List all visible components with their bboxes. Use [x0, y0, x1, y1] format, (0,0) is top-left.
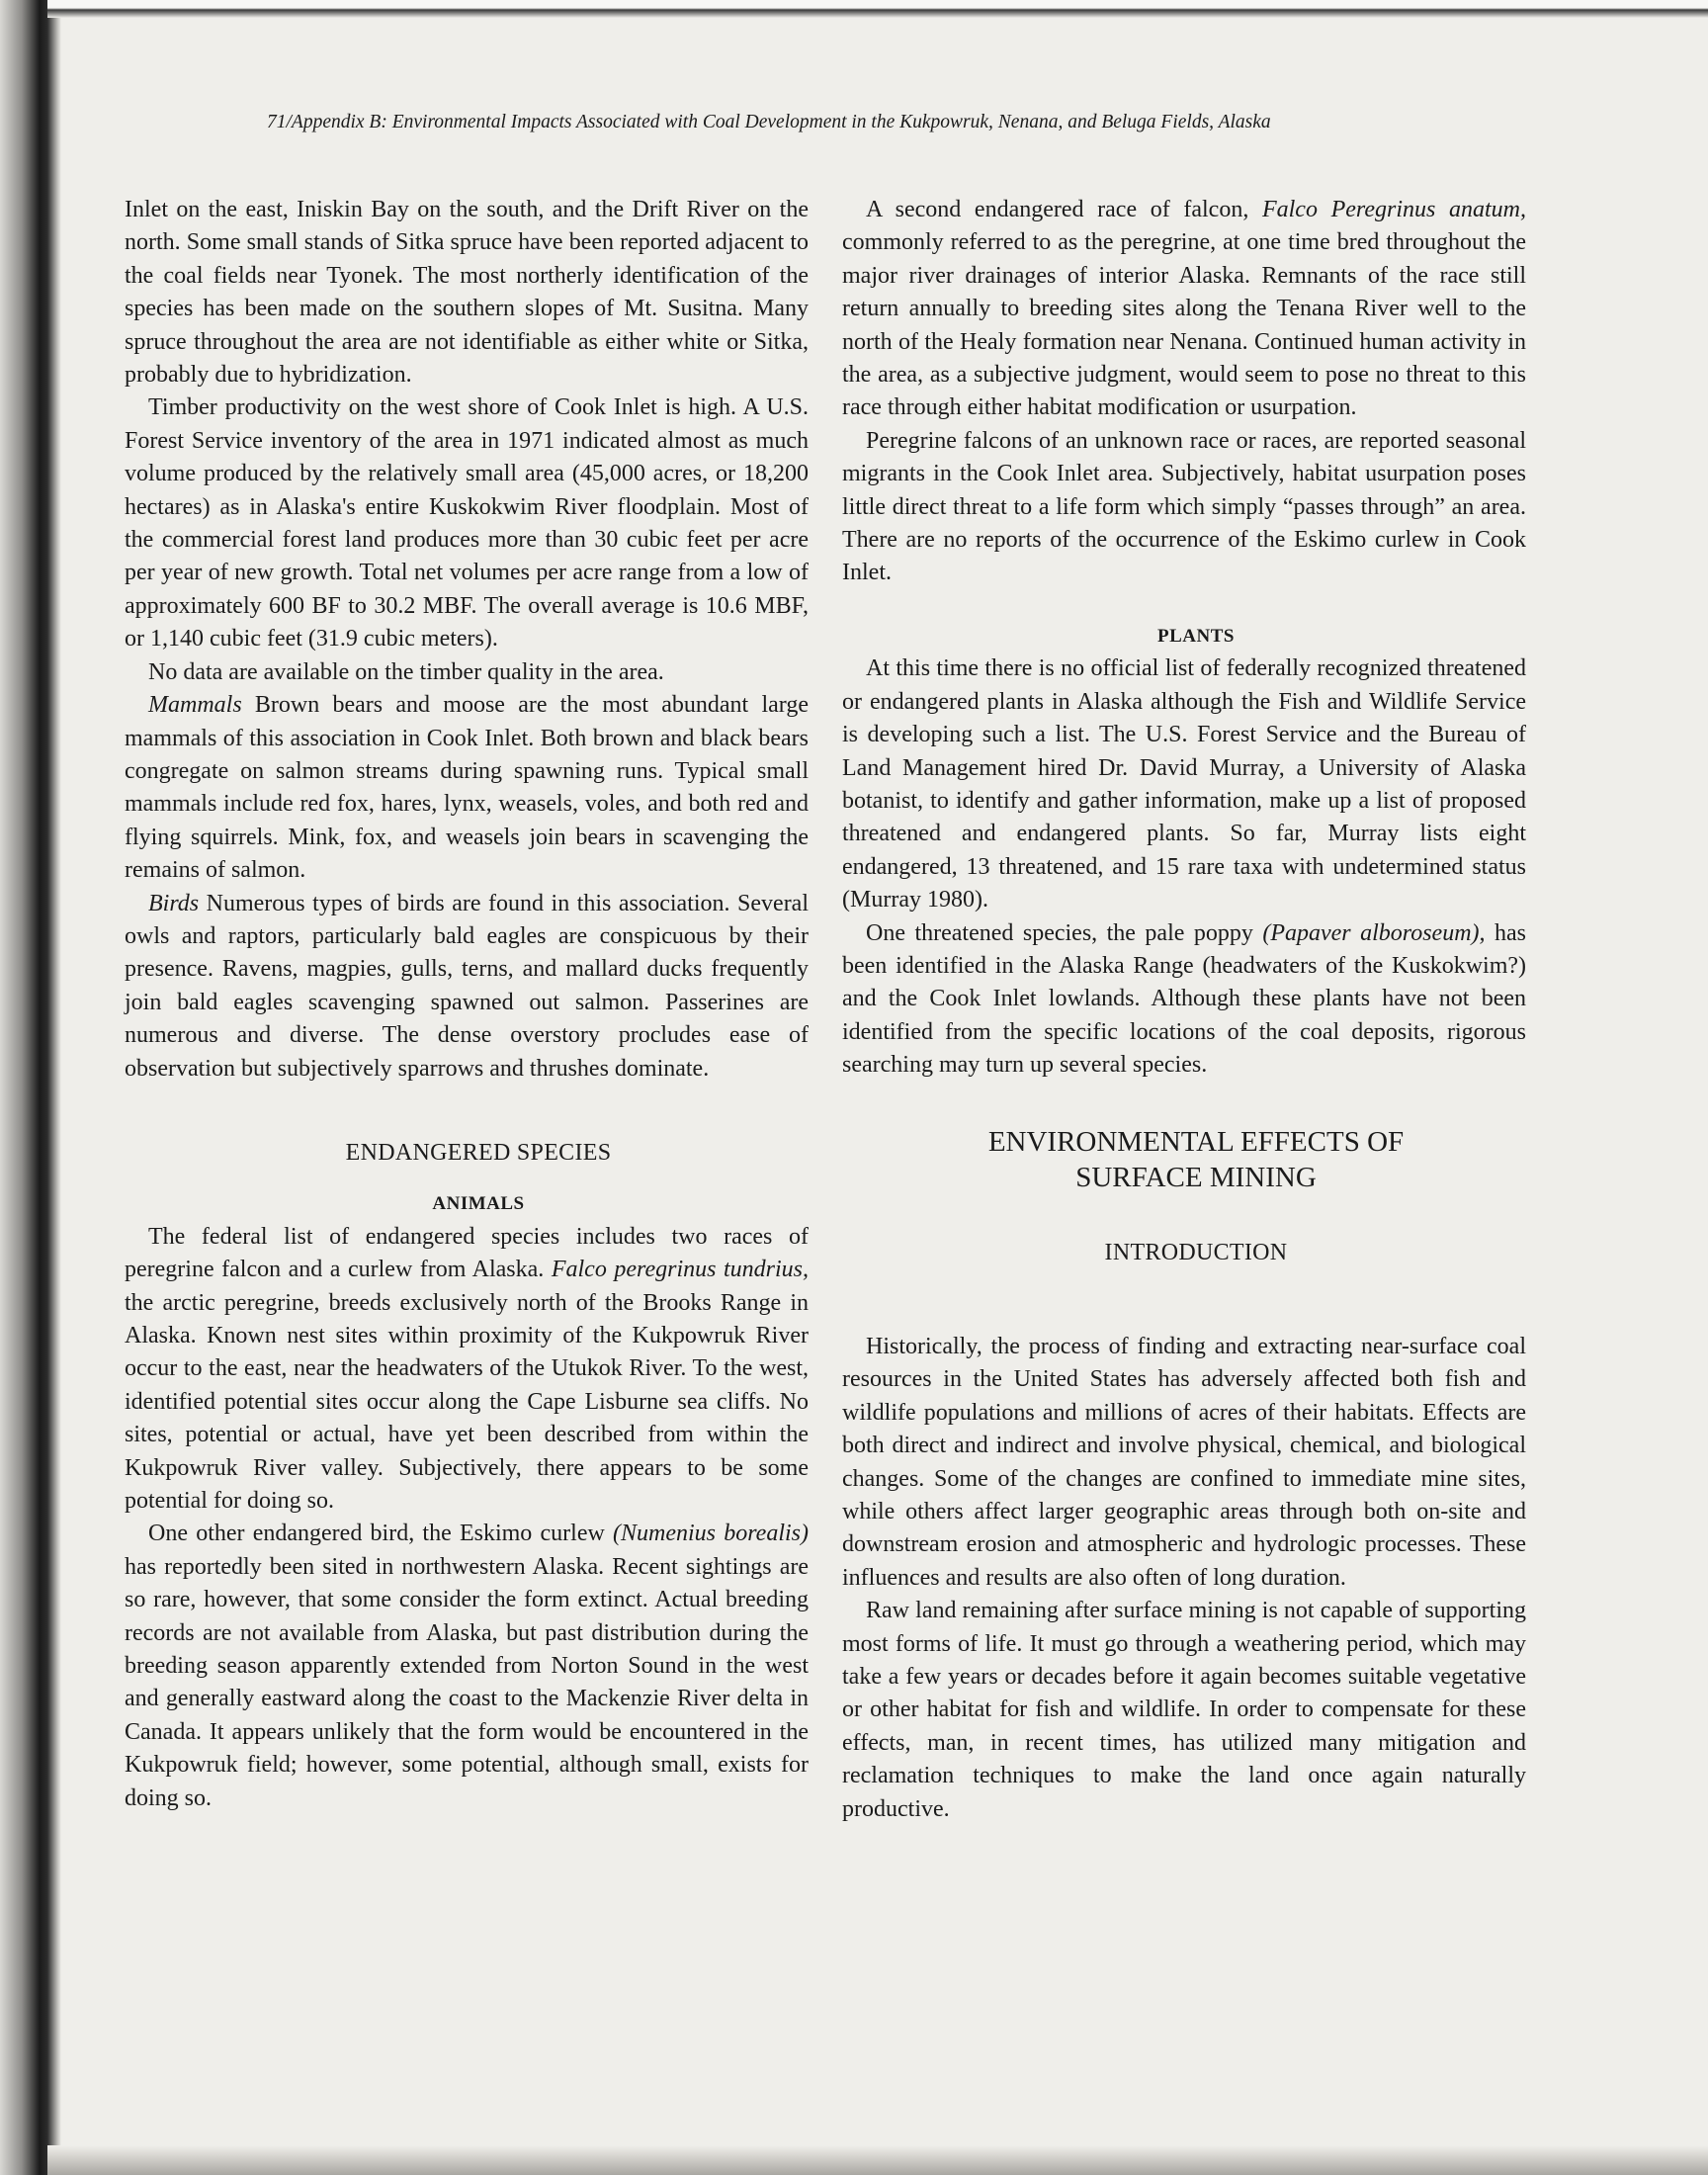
- page-top-edge: [47, 0, 1708, 18]
- paragraph: [125, 1518, 809, 1815]
- paragraph: No data are available on the timber quality in the area.: [148, 658, 664, 685]
- species-name: Falco Peregrinus anatum,: [1261, 197, 1526, 222]
- paragraph: Peregrine falcons of an unknown race or races, are reported seasonal migrants in the Cook Inlet area. Subjectively, habitat usurpation poses little direct threat to a life form which simply “passes through” an area. There are no reports of the occurrence of the Eskimo curlew in Cook Inlet.: [842, 427, 1526, 586]
- running-header: 71/Appendix B: Environmental Impacts Associated with Coal Development in the Kukpowruk, Nenana, and Beluga Fields, Alaska: [267, 112, 1271, 132]
- paragraph: [125, 1221, 809, 1519]
- paragraph-text: Brown bears and moose are the most abundant large mammals of this association in Cook Inlet. Both brown and black bears congregate on salmon streams during spawning runs. Typical small mammals include red fox, hares, lynx, weasels, voles, and both red and flying squirrels. Mink, fox, and weasels join bears in scavenging the remains of salmon.: [125, 692, 809, 884]
- subheading-plants: PLANTS: [1157, 625, 1235, 647]
- paragraph-text: has reportedly been sited in northwestern Alaska. Recent sightings are so rare, however, that some consider the form extinct. Actual breeding records are not available from Alaska, but past distribution during the breeding season apparently extended from Norton Sound in the west and generally eastward along the coast to the Mackenzie River delta in Canada. It appears unlikely that the form would be encountered in the Kukpowruk field; however, some potential, although small, exists for doing so.: [125, 1553, 809, 1811]
- page-binding-shadow: [0, 0, 61, 2175]
- left-column: [125, 194, 809, 1815]
- paragraph-text: A second endangered race of falcon,: [866, 197, 1262, 222]
- paragraph: Raw land remaining after surface mining is not capable of supporting most forms of life. It must go through a weathering period, which may take a few years or decades before it again becomes suitable vegetative or other habitat for fish and wildlife. In order to compensate for these effects, man, in recent times, has utilized many mitigation and reclamation techniques to make the land once again naturally productive.: [842, 1598, 1526, 1822]
- paragraph-text: has been identified in the Alaska Range (headwaters of the Kuskokwim?) and the Cook Inlet lowlands. Although these plants have not been identified from the specific locations of the coal deposits, rigorous searching may turn up several species.: [842, 919, 1526, 1079]
- paragraph: Historically, the process of finding and extracting near-surface coal resources in the United States has adversely affected both fish and wildlife populations and millions of acres of their habitats. Effects are both direct and indirect and involve physical, chemical, and biological changes. Some of the changes are confined to immediate mine sites, while others affect larger geographic areas through both on-site and downstream erosion and atmospheric and hydrologic processes. These influences and results are also often of long duration.: [842, 1333, 1526, 1591]
- paragraph-text: Numerous types of birds are found in this association. Several owls and raptors, particularly bald eagles are conspicuous by their presence. Ravens, magpies, gulls, terns, and mallard ducks frequently join bald eagles scavenging spawned out salmon. Passerines are numerous and diverse. The dense overstory procludes ease of observation but subjectively sparrows and thrushes dominate.: [125, 890, 809, 1082]
- paragraph-text: The federal list of endangered species includes two races of peregrine falcon and a curlew from Alaska.: [125, 1223, 809, 1283]
- page-bottom-edge: [47, 2145, 1708, 2175]
- paragraph: Timber productivity on the west shore of Cook Inlet is high. A U.S. Forest Service inventory of the area in 1971 indicated almost as much volume produced by the relatively small area (45,000 acres, or 18,200 hectares) as in Alaska's entire Kuskokwim River floodplain. Most of the commercial forest land produces more than 30 cubic feet per acre per year of new growth. Total net volumes per acre range from a low of approximately 600 BF to 30.2 MBF. The overall average is 10.6 MBF, or 1,140 cubic feet (31.9 cubic meters).: [125, 394, 809, 652]
- subheading-animals: ANIMALS: [432, 1193, 525, 1215]
- species-name: (Papaver alboroseum),: [1262, 919, 1486, 946]
- paragraph: [125, 689, 809, 887]
- paragraph: Inlet on the east, Iniskin Bay on the south, and the Drift River on the north. Some small stands of Sitka spruce have been reported adjacent to the coal fields near Tyonek. The most northerly identification of the species has been made on the southern slopes of Mt. Susitna. Many spruce throughout the area are not identifiable as either white or Sitka, probably due to hybridization.: [125, 197, 809, 389]
- major-heading-line-1: ENVIRONMENTAL EFFECTS OF: [987, 1125, 1405, 1158]
- run-in-heading-birds: Birds: [148, 890, 200, 916]
- section-heading-endangered-species: ENDANGERED SPECIES: [345, 1139, 612, 1166]
- paragraph-text: the arctic peregrine, breeds exclusively north of the Brooks Range in Alaska. Known nest sites within proximity of the Kukpowruk River occur to the east, near the headwaters of the Utukok River. To the west, identified potential sites occur along the Cape Lisburne sea cliffs. No sites, potential or actual, have yet been described from within the Kukpowruk River valley. Subjectively, there appears to be some potential for doing so.: [125, 1289, 809, 1515]
- paragraph: [842, 917, 1526, 1083]
- paragraph-text: One threatened species, the pale poppy: [866, 919, 1263, 946]
- paragraph-text: One other endangered bird, the Eskimo curlew: [148, 1521, 614, 1547]
- section-heading-introduction: INTRODUCTION: [1104, 1239, 1288, 1265]
- paragraph: [125, 888, 809, 1086]
- paragraph: [842, 194, 1526, 425]
- species-name: (Numenius borealis): [613, 1521, 809, 1547]
- run-in-heading-mammals: Mammals: [148, 692, 242, 719]
- major-heading-line-2: SURFACE MINING: [1075, 1161, 1317, 1193]
- right-column: [842, 194, 1526, 1826]
- paragraph-text: commonly referred to as the peregrine, at one time bred throughout the major river drainages of interior Alaska. Remnants of the race still return annually to breeding sites along the Tenana River well to the north of the Healy formation near Nenana. Continued human activity in the area, as a subjective judgment, would seem to pose no threat to this race through either habitat modification or usurpation.: [842, 229, 1526, 421]
- paragraph: At this time there is no official list of federally recognized threatened or endangered plants in Alaska although the Fish and Wildlife Service is developing such a list. The U.S. Forest Service and the Bureau of Land Management hired Dr. David Murray, a University of Alaska botanist, to identify and gather information, make up a list of proposed threatened and endangered plants. So far, Murray lists eight endangered, 13 threatened, and 15 rare taxa with undetermined status (Murray 1980).: [842, 655, 1526, 914]
- species-name: Falco peregrinus tundrius,: [551, 1257, 809, 1283]
